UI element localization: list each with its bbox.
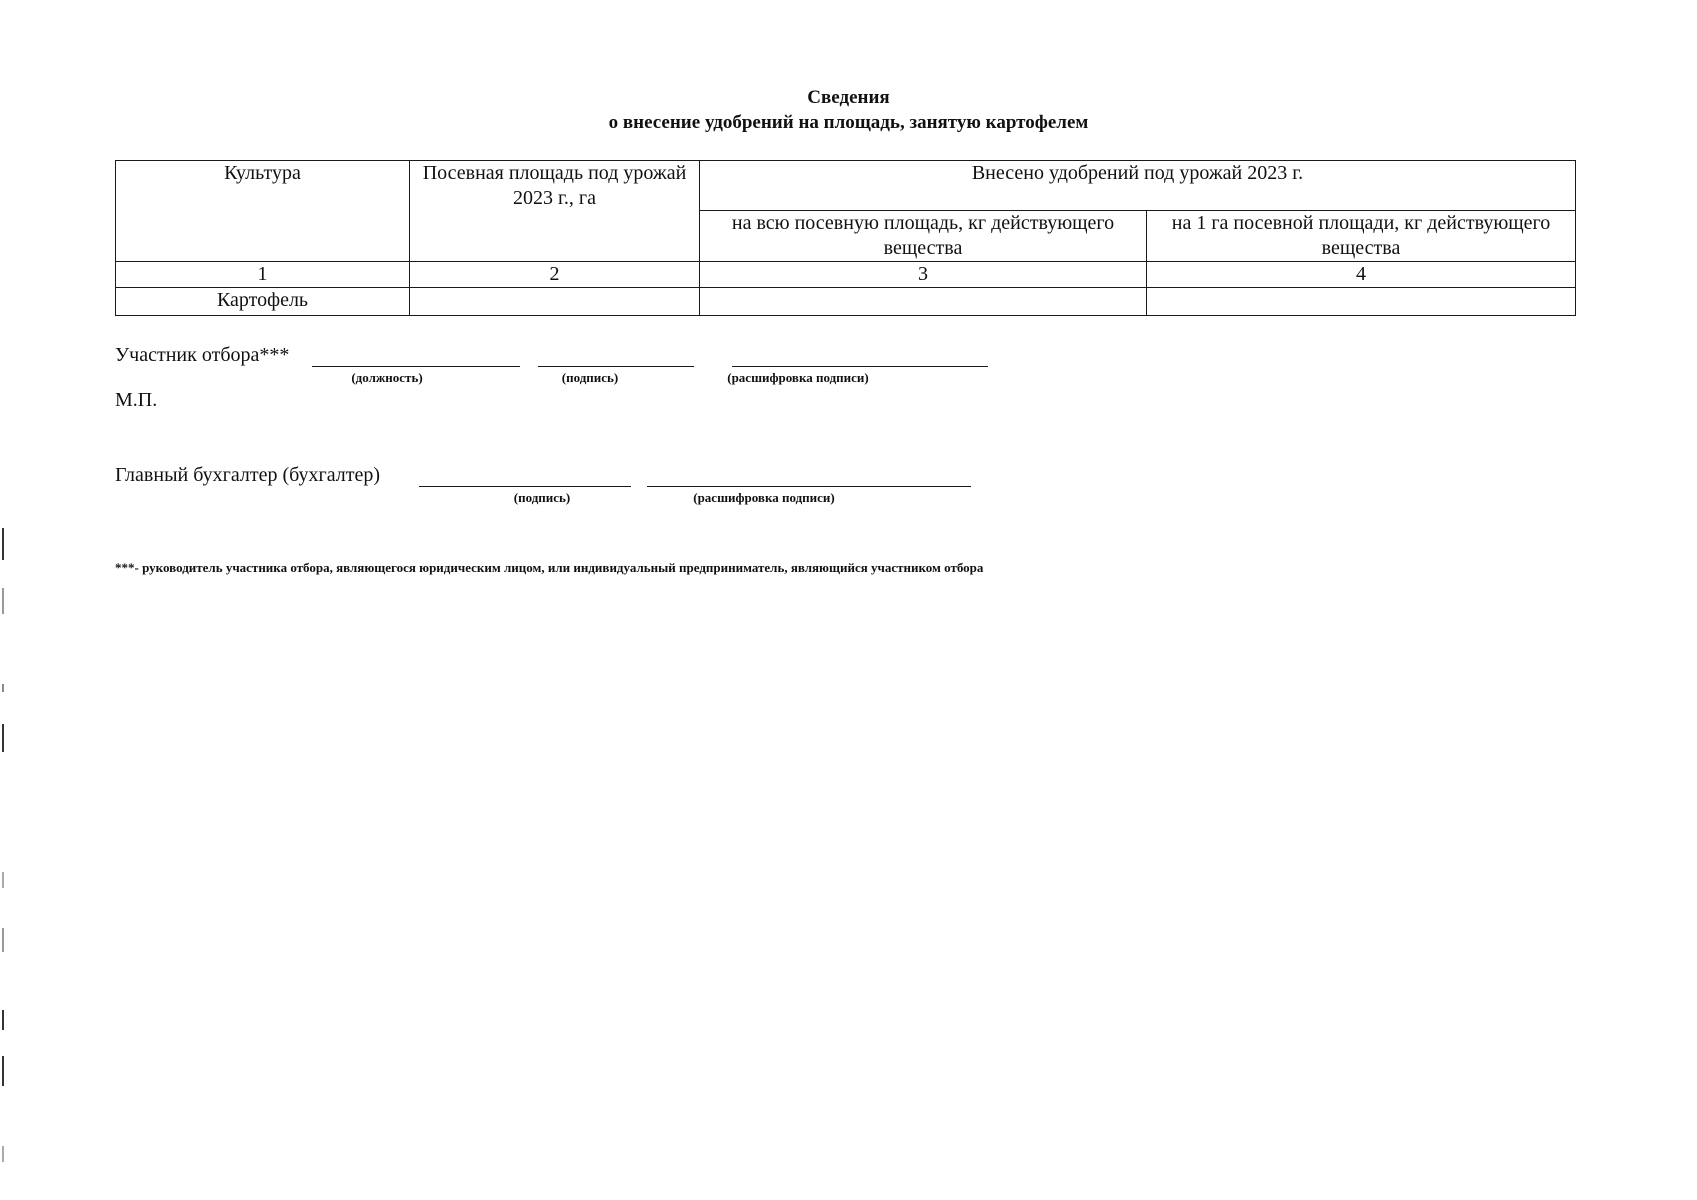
acc-decode-caption: (расшифровка подписи) (693, 490, 835, 505)
column-number: 2 (410, 262, 700, 288)
acc-decode-line (647, 486, 971, 487)
signature-line (538, 366, 694, 367)
scan-edge-mark (2, 1010, 4, 1030)
header-area: Посевная площадь под урожай 2023 г., га (410, 161, 700, 262)
position-caption: (должность) (351, 370, 423, 385)
header-applied: Внесено удобрений под урожай 2023 г. (700, 161, 1576, 211)
acc-signature-line (419, 486, 631, 487)
signature-caption: (подпись) (561, 370, 619, 385)
document-title: Сведения (807, 87, 890, 108)
scan-edge-mark (2, 928, 4, 952)
acc-signature-caption: (подпись) (513, 490, 571, 505)
scan-edge-mark (2, 684, 4, 692)
cell-culture: Картофель (116, 288, 410, 316)
column-number-row (116, 262, 1576, 288)
decode-caption: (расшифровка подписи) (727, 370, 869, 385)
header-culture: Культура (116, 161, 410, 262)
footnote: ***- руководитель участника отбора, являющегося юридическим лицом, или индивидуальный предприниматель, являющийся участником отбора (115, 560, 984, 575)
scan-edge-mark (2, 724, 4, 752)
position-line (312, 366, 520, 367)
column-number: 1 (116, 262, 410, 288)
stamp-label: М.П. (115, 389, 158, 411)
column-number: 3 (700, 262, 1147, 288)
scan-edge-mark (2, 1056, 4, 1086)
accountant-label: Главный бухгалтер (бухгалтер) (115, 464, 381, 486)
scan-edge-mark (2, 528, 4, 560)
cell-area (410, 288, 700, 316)
participant-label: Участник отбора*** (115, 344, 290, 366)
decode-line (732, 366, 988, 367)
scan-edge-mark (2, 588, 4, 614)
scan-edge-mark (2, 1146, 4, 1162)
cell-total (700, 288, 1147, 316)
scan-edge-mark (2, 872, 4, 888)
header-per-ha: на 1 га посевной площади, кг действующего вещества (1147, 211, 1576, 262)
document-subtitle: о внесение удобрений на площадь, занятую картофелем (608, 112, 1089, 133)
table-row (116, 288, 1576, 316)
fertilizer-table (115, 160, 1576, 316)
column-number: 4 (1147, 262, 1576, 288)
header-total: на всю посевную площадь, кг действующего вещества (700, 211, 1147, 262)
cell-per-ha (1147, 288, 1576, 316)
